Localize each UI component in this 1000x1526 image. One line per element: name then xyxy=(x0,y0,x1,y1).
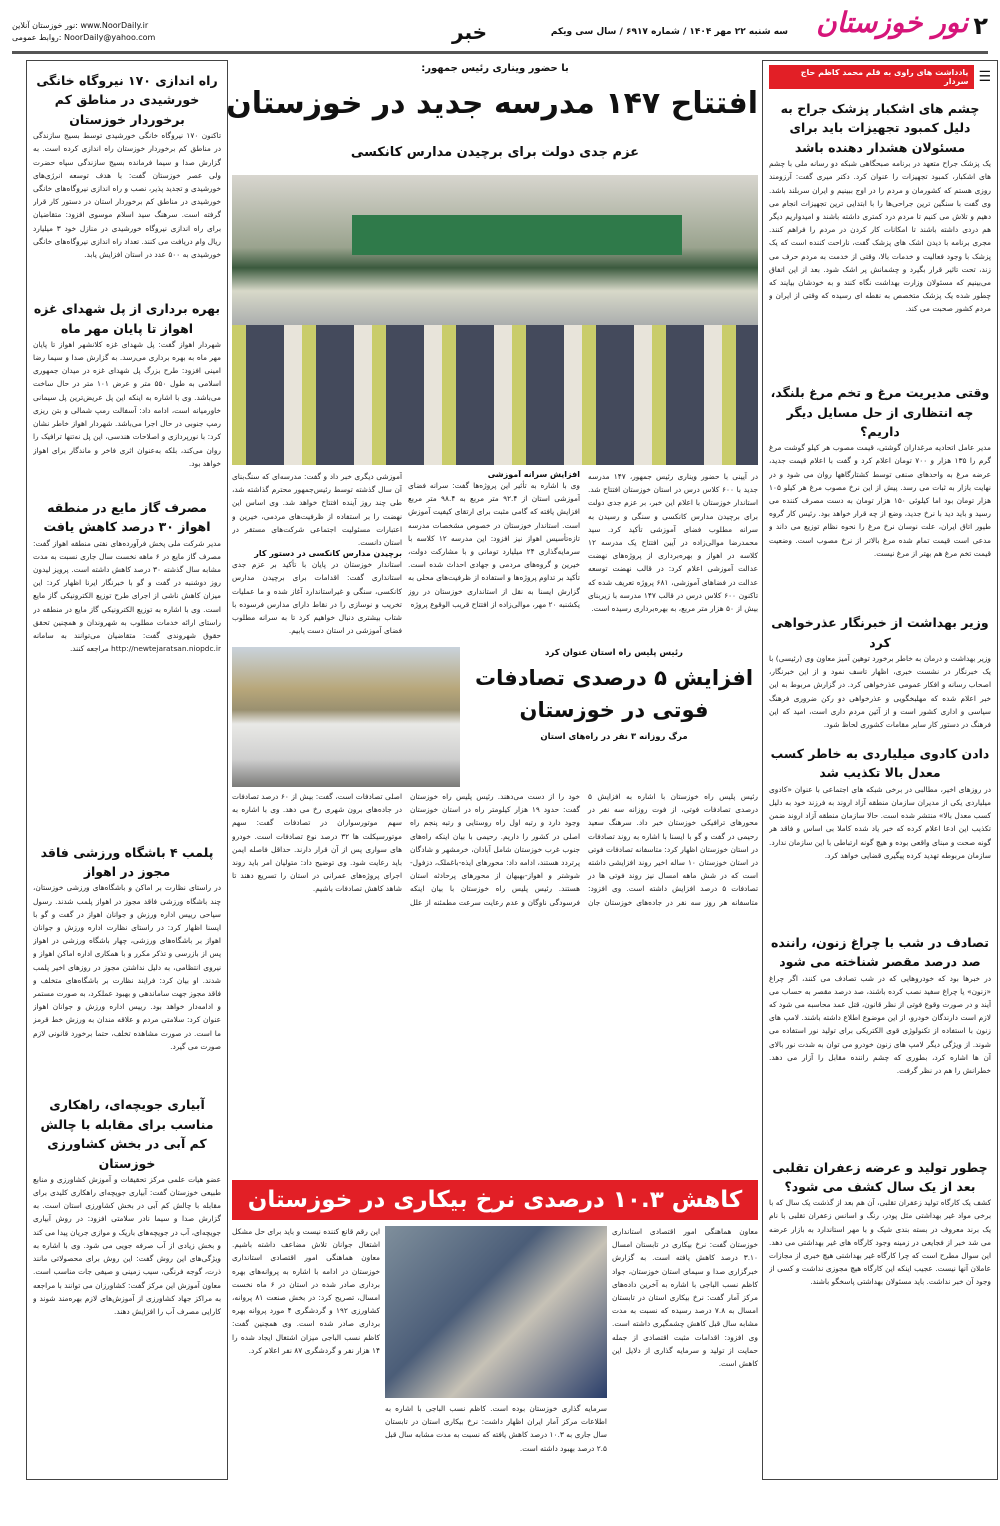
article-body: شهردار اهواز گفت: پل شهدای غزه کلانشهر اهواز تا پایان مهر ماه به بهره برداری می‌رسد. به گزارش صدا و سیما رضا امینی افزود: طرح بزرگ پل شهدای غزه در میدان جمهوری اسلامی به طول ۵۵۰ متر و عرض ۱۰۱ متر در حال ساخت می‌باشد. وی با اشاره به اینکه این پل عریض‌ترین پل سیمانی خاورمیانه است، ادامه داد: آسفالت رمپ شمالی و بتن ریزی رمپ جنوبی در حال اجرا می‌باشد. شهردار اهواز خاطر نشان کرد: با نورپردازی و اصلاحات هندسی، این پل نه‌تنها ترافیک را روان می‌کند، بلکه به‌عنوان اثری فاخر و ماندگار برای اهواز خواهد بود. xyxy=(33,339,221,468)
car-crash-photo xyxy=(232,647,460,787)
subheading: افزایش سرانه آموزشی xyxy=(487,470,580,479)
article-body: مدیر شرکت ملی پخش فرآورده‌های نفتی منطقه اهواز گفت: مصرف گاز مایع در ۶ ماهه نخست سال جاری نسبت به مدت مشابه سال گذشته ۳۰ درصد کاهش داشته است. پرویز لیدون روز دوشنبه در گفت و گو با خبرنگار ایرنا اظهار کرد: این میزان کاهش ناشی از اجرای طرح توزیع الکترونیکی گاز مایع است. وی با اشاره به توزیع الکترونیکی گاز مایع در منطقه در راستای ارائه خدمات مطلوب به شهروندان و همچنین تحقق حقوق شهروندی گفت: متقاضیان می‌توانند به سامانه http://newtejaratsan.niopdc.ir مراجعه کنند. xyxy=(33,538,221,654)
article-body: کشف یک کارگاه تولید زعفران تقلبی، آن هم بعد از گذشت یک سال که با برخی مواد غیر بهداشتی مثل پودر، رنگ و اسانس زعفران تقلبی با نام یک برند معروف در بسته بندی شیک و با مهر استاندارد به بازار عرضه می شد خبر از فجایعی در زمینه وجود کارگاه های غیر بهداشتی می دهد. این سوال مطرح است که چرا کارگاه غیر بهداشتی هیچ خبری از مجازات عاملان آنها نیست. عجیب اینکه این کارگاه هیچ مجوزی نداشت و کسی از وجود آن خبر نداشت. باید مسئولان بهداشتی پاسخگو باشند. xyxy=(769,1198,991,1287)
page-number: ۲ xyxy=(973,12,988,40)
article-body: عضو هیات علمی مرکز تحقیقات و آموزش کشاورزی و منابع طبیعی خوزستان گفت: آبیاری جویچه‌ای راهکاری کلیدی برای مقابله با چالش کم آبی در بخش کشاورزی استان است. به گزارش صدا و سیما نادر سلامتی افزود: در روش آبیاری جویچه‌ای، آب در جویچه‌های باریک و موازی جریان پیدا می کند و بخش زیادی از آب صرفه جویی می شود. وی با اشاره به ویژگی‌های این روش گفت: این روش برای محصولاتی مانند ذرت، گوجه فرنگی، سیب زمینی و صیفی جات مناسب است. معاون آموزش این مرکز گفت: کشاورزان می توانند با مراجعه به مراکز جهاد کشاورزی از آموزش‌های لازم بهره‌مند شوند و کارایی مصرف آب را افزایش دهند. xyxy=(33,1174,221,1316)
article-body: وزیر بهداشت و درمان به خاطر برخورد توهین آمیز معاون وی (رئیسی) با یک خبرنگار در نشست خبری، اظهار تاسف نمود و از این خبرنگار، اصحاب رسانه و افکار عمومی عذرخواهی کرد. در گزارش مربوط به این خبر اعلام شده که مهلبخگویی و عذرخواهی دو رکن ضروری فرهنگ سیاسی و اداری کشور است و از آئین مردم داری است، امید که این فرهنگ در دستور کار سایر مقامات کشوری لحاظ شود. xyxy=(769,654,991,730)
masthead xyxy=(12,6,988,54)
subheadline: عزم جدی دولت برای برچیدن مدارس کانکسی xyxy=(350,145,640,160)
kicker: رئیس پلیس راه استان عنوان کرد xyxy=(545,648,683,658)
headline: افزایش ۵ درصدی تصادفات فوتی در خوزستان xyxy=(474,666,754,722)
main-body-col1: در آیینی با حضور ویناری رئیس جمهور، ۱۴۷ مدرسه جدید با ۶۰۰ کلاس درس در استان خوزستان افتتاح شد. استاندار خوزستان با اعلام این خبر، بر عزم جدی دولت برای برچیدن مدارس کانکسی و سنگی و رسیدن به سرانه مطلوب فضای آموزشی تأکید کرد. سید محمدرضا موالی‌زاده در آیین افتتاح یک مدرسه ۱۲ کلاسه در اهواز و بهره‌برداری از پروژه‌های نهضت عدالت آموزشی اعلام کرد: در قالب نهضت توسعه عدالت در فضاهای آموزشی، ۶۸۱ پروژه تعریف شده که تاکنون ۶۰۰ کلاس درس در قالب ۱۴۷ مدرسه با زیربنای بیش از ۵۰ هزار متر مربع، به بهره‌برداری رسیده است. xyxy=(588,472,758,614)
article-title: آبیاری جویچه‌ای، راهکاری مناسب برای مقابله با چالش کم آبی در بخش کشاورزی خوزستان xyxy=(40,1097,214,1171)
body-text: آموزشی دیگری خبر داد و گفت: مدرسه‌ای که سنگ‌بنای آن سال گذشته توسط رئیس‌جمهور محترم گذاشته شد، طی چند روز آینده افتتاح خواهد شد. وی اساس این نهضت را بر استفاده از ظرفیت‌های مردمی، خیرین و اعتبارات مسئولیت اجتماعی شرکت‌های مستقر در استان دانست. xyxy=(232,472,402,548)
subheading: برچیدن مدارس کانکسی در دستور کار xyxy=(254,549,402,559)
body-text: استاندار خوزستان در پایان با تأکید بر عزم جدی استانداری گفت: اقدامات برای برچیدن مدارس کانکسی، سنگی و غیراستاندارد آغاز شده و ما عملیات تخریب و نوسازی را در نقاط دارای مدارس فرسوده با شتاب بیشتری دنبال خواهیم کرد تا به سرانه مطلوب فضای آموزشی در استان دست یابیم. xyxy=(232,560,402,636)
article-title: چطور تولید و عرضه زعفران تقلبی بعد از یک سال کشف می شود؟ xyxy=(772,1159,988,1194)
accident-body: رئیس پلیس راه خوزستان با اشاره به افزایش ۵ درصدی تصادفات فوتی، از فوت روزانه سه نفر در محورهای ترافیکی خوزستان خبر داد. سرهنگ سعید رحیمی در گفت و گو با ایسنا با اشاره به روند تصادفات در استان خوزستان اظهار کرد: متاسفانه تصادفات فوتی در استان خوزستان ۱۰ ساله اخیر روند افزایشی داشته است که در شش ماهه امسال نیز روند فوتی ها در تصادفات ۵ درصد افزایش داشته است. وی افزود: متاسفانه هر روز سه نفر در جاده‌های خوزستان جان خود را از دست می‌دهند. رئیس پلیس راه خوزستان گفت: حدود ۱۹ هزار کیلومتر راه در استان خوزستان وجود دارد و رتبه اول راه روستایی و رتبه پنجم راه اصلی در کشور را داریم. رحیمی با بیان اینکه راه‌های جنوب غرب خوزستان شامل آبادان، خرمشهر و شادگان پرتردد هستند، ادامه داد: محورهای ایذه-باغملک، دزفول-شوشتر و اهواز-بهبهان از محورهای پرحادثه استان هستند. رئیس پلیس راه خوزستان با بیان اینکه فرسودگی ناوگان و عدم رعایت سرعت مطمئنه از علل اصلی تصادفات است، گفت: بیش از ۶۰ درصد تصادفات در جاده‌های برون شهری رخ می دهد. وی با اشاره به سهم موتورسواران در تصادفات گفت: سهم موتورسیکلت ها ۳۲ درصد نوع تصادفات است. خودرو های سواری پس از آن قرار دارند. حداقل فاصله ایمن باید رعایت شود. وی توضیح داد: متولیان امر باید روند اجرای پروژه‌های عمرانی در استان را تسریع دهند تا شاهد کاهش تصادفات باشیم. xyxy=(232,792,758,907)
right-column xyxy=(762,60,998,1480)
accident-header xyxy=(470,648,758,742)
unemployment-col3: این رقم قانع کننده نیست و باید برای حل مشکل اشتغال جوانان تلاش مضاعف داشته باشیم. معاون هماهنگی امور اقتصادی استانداری خوزستان در ادامه با اشاره به پروانه‌های بهره برداری صادر شده در استان در ۶ ماه نخست امسال، تصریح کرد: در بخش صنعت ۸۱ پروانه، کشاورزی ۱۹۲ و گردشگری ۴ مورد پروانه بهره برداری صادر شده است. وی همچنین گفت: کاظم نسب الباجی میزان اشتغال ایجاد شده را ۱۴ هزار نفر و گردشگری ۸۷ نفر اعلام کرد. xyxy=(232,1227,380,1355)
article-body: مدیر عامل اتحادیه مرغداران گوشتی، قیمت مصوب هر کیلو گوشت مرغ گرم را ۱۳۵ هزار و ۷۰۰ تومان اعلام کرد و گفت با اعلام قیمت جدید، عرضه مرغ به واحدهای صنفی توسط کشتارگاهها روان می شود و در نهایت بازار به ثبات می رسد. پیش از این نرخ مصوب مرغ هر کیلو ۱۰۵ هزار تومان بود اما کیلوئی ۱۵۰ هزار تومان به دست مصرف کننده می رسید و باید دید با نرخ جدید، وضع از چه قرار خواهد بود. رئیس کار گروه طیور اتاق ایران، علت نوسان نرخ مرغ را نحوه نظام توزیع می داند و مدعی است قیمت تمام شده مرغ بالاتر از نرخ مصوب است. وضعیت قیمت تخم مرغ هم بهتر از مرغ نیست. xyxy=(769,443,991,558)
article-body: یک پزشک جراح متعهد در برنامه صبحگاهی شبکه دو رسانه ملی با چشم های اشکبار، کمبود تجهیزات را عنوان کرد. دکتر میری گفت: آرزومند روزی هستم که کشورمان و مردم را در اوج ببینیم و ایران سربلند باشد. وی گفت با سنگین ترین جراحی‌ها را با ابتدایی ترین تجهیزات انجام می دهیم و تلاش می کنیم تا مردم درد کمتری داشته باشند و امیدواریم دیگر هم دردی داشته باشند تا امکانات کار کردن در مردم را فراهم کنند. مجری برنامه با دیدن اشک های پزشک گفت، ناراحت کننده است که یک پزشک با وجود فعالیت و خدمات بالا، وقتی از خدمت به مردم حرف می زند، تحت تاثیر قرار بگیرد و چشمانش پر اشک شود. بعد از این اتفاق می‌بینیم که مسئولان وزارت بهداشت نگاه کنند و به خودشان بیایند که چطور شده یک پزشک متخصص به نقطه ای رسیده که وقتی از ایران و مردم کشور صحبت می کند. xyxy=(769,159,991,314)
left-column xyxy=(26,60,228,1480)
article-title: پلمب ۴ باشگاه ورزشی فاقد مجوز در اهواز xyxy=(40,844,214,879)
article-title: دادن کادوی میلیاردی به خاطر کسب معدل بالا تکذیب شد xyxy=(770,746,990,781)
banner-in-photo xyxy=(352,215,682,255)
author-label: یادداشت های راوی به قلم محمد کاظم حاج سردار xyxy=(769,65,974,89)
article-body: تاکنون ۱۷۰ نیروگاه خانگی خورشیدی توسط بسیج سازندگی در مناطق کم برخوردار خوزستان راه اندازی کرده است. به گزارش صدا و سیما فرمانده بسیج سازندگی سپاه حضرت ولی عصر خوزستان گفت: با هدف توسعه انرژی‌های خورشیدی و تجدید پذیر، نصب و راه اندازی نیروگاه‌های خانگی خورشیدی در مناطق کم برخوردار استان در دستور کار قرار گرفته است. سرهنگ سید اسلام موسوی افزود: متقاضیان برای راه اندازی نیروگاه خورشیدی در منازل خود ۳ میلیارد ریال وام دریافت می کنند. تعداد راه اندازی نیروگاه‌های خانگی خورشیدی به ۵۰۰ عدد در استان افزایش یابد. xyxy=(33,131,221,259)
article-body: در خبرها بود که خودروهایی که در شب تصادف می کنند، اگر چراغ «زنون» یا چراغ سفید نصب کرده باشند، صد درصد مقصر به حساب می آیند و در صورت وقوع فوتی از نظر قانون، قتل عمد محاسبه می شود که لازم است دارندگان خودرو، از این موضوع اطلاع داشته باشند. لامپ های زنون با استفاده از تکنولوژی قوی الکتریکی برای تولید نور استفاده می شوند. از ویژگی دیگر لامپ های زنون خودرو می توان به شدت نور بالای آن ها اشاره کرد، بطوری که چشم راننده مقابل را آزار می دهد. خطرانش را هم در نظر گرفت. xyxy=(769,973,991,1075)
factory-worker-photo xyxy=(385,1226,607,1398)
subheadline: مرگ روزانه ۳ نفر در راه‌های استان xyxy=(540,732,688,742)
unemployment-banner-headline: کاهش ۱۰.۳ درصدی نرخ بیکاری در خوزستان xyxy=(232,1180,758,1220)
unemployment-col2: سرمایه گذاری خوزستان بوده است. کاظم نسب الباجی با اشاره به اطلاعات مرکز آمار ایران اظهار داشت: نرخ بیکاری استان در تابستان سال جاری به ۱۰.۳ درصد کاهش یافته که نسبت به مدت مشابه سال قبل ۲.۵ درصد بهبود داشته است. xyxy=(385,1404,607,1453)
article-title: وزیر بهداشت از خبرنگار عذرخواهی کرد xyxy=(771,615,989,650)
article-title: وقتی مدیریت مرغ و تخم مرغ بلنگد، چه انتظاری از حل مسایل دیگر داریم؟ xyxy=(770,385,990,439)
body-text: وی با اشاره به تأثیر این پروژه‌ها گفت: سرانه فضای آموزشی استان از ۹۲.۴ متر مربع به ۹۸.۴ متر مربع افزایش یافته که گامی مثبت برای ارتقای کیفیت آموزش است. استاندار خوزستان در خصوص مشخصات مدرسه تازه‌تأسیس اهواز نیز افزود: این مدرسه ۱۲ کلاسه با سرمایه‌گذاری ۲۴ میلیارد تومانی و با مشارکت دولت، خیرین و گروه‌های مردمی و جهادی احداث شده است. تأکید بر تداوم پروژه‌ها و استفاده از ظرفیت‌های محلی به گزارش ایسنا به نقل از استانداری خوزستان در روز یکشنبه ۲۰ مهر، موالی‌زاده از افتتاح قریب الوقوع پروژه xyxy=(408,481,580,609)
unemployment-col1: معاون هماهنگی امور اقتصادی استانداری خوزستان گفت: نرخ بیکاری در تابستان امسال ۳.۱۰ درصد کاهش یافته است. به گزارش خبرگزاری صدا و سیمای استان خوزستان، جواد کاظم نسب الباجی با اشاره به آخرین داده‌های مرکز آمار گفت: نرخ بیکاری استان در تابستان امسال به ۷.۸ درصد رسیده که نسبت به مدت مشابه سال قبل کاهش چشمگیری داشته است. وی افزود: اقدامات مثبت اقتصادی از جمله حمایت از تولید و سرمایه گذاری از دلایل این کاهش است. xyxy=(612,1227,758,1369)
headline: افتتاح ۱۴۷ مدرسه جدید در خوزستان xyxy=(226,86,758,121)
article-title: تصادف در شب با چراغ زنون، راننده صد درصد مقصر شناخته می شود xyxy=(771,934,989,970)
contact-info: نور خوزستان آنلاین: www.NoorDaily.ir روابط عمومی: NoorDaily@yahoo.com xyxy=(12,21,156,42)
school-opening-photo xyxy=(232,175,758,465)
article-title: راه اندازی ۱۷۰ نیروگاه خانگی خورشیدی در مناطق کم برخوردار خوزستان xyxy=(36,73,218,127)
issue-date: سه شنبه ۲۲ مهر ۱۴۰۴ / شماره ۶۹۱۷ / سال سی ویکم xyxy=(550,27,788,37)
main-body-col3 xyxy=(232,470,402,640)
article-title: چشم های اشکبار پزشک جراح به دلیل کمبود تجهیزات باید برای مسئولان هشدار دهنده باشد xyxy=(780,101,980,155)
kicker: با حضور ویناری رئیس جمهور: xyxy=(421,63,569,74)
article-body: در راستای نظارت بر اماکن و باشگاه‌های ورزشی خوزستان، چند باشگاه ورزشی فاقد مجوز در اهواز پلمب شدند. رسول سیاحی رییس اداره ورزش و جوانان اهواز در گفت و گو با ایسنا اظهار کرد: در راستای نظارت اداره ورزش و جوانان اهواز بر باشگاه‌های ورزشی، چهار باشگاه ورزشی در اهواز پس از بازرسی و تذکر مکرر و با همکاری اداره اماکن اهواز و نیروی انتظامی، به دلیل نداشتن مجوز در روزهای اخیر پلمب شدند. او بیان کرد: فرایند نظارت بر باشگاه‌های متخلف و فاقد مجوز جهت ساماندهی و بهبود عملکرد، به صورت مستمر و ادامه‌دار خواهد بود. رییس اداره ورزش و جوانان اهواز عنوان کرد: سلامتی مردم و علاقه مندان به ورزش خط قرمز ما است. در صورت مشاهده تخلف، حتما برخورد قانونی لازم صورت می گیرد. xyxy=(33,883,221,1051)
article-title: مصرف گاز مایع در منطقه اهواز ۳۰ درصد کاهش یافت xyxy=(43,499,211,535)
article-body: در روزهای اخیر، مطالبی در برخی شبکه های اجتماعی با عنوان «کادوی میلیاردی یکی از مدیران سازمان منطقه آزاد اروند به فرزند خود به دلیل کسب معدل بالا» منتشر شده است. حالا سازمان منطقه آزاد اروند ضمن تکذیب این ادعا اعلام کرده که خبر یاد شده کاملا بی اساس و فاقد هر گونه صحت و مبنای واقعی بوده و هیچ گونه ارتباطی با این سازمان ندارد. سازمان مربوطه تهدید کرده پیگیری قضایی خواهد کرد. xyxy=(769,784,991,860)
logo: نور خوزستان xyxy=(816,6,968,39)
article-title: بهره برداری از پل شهدای غزه اهواز تا پایان مهر ماه xyxy=(33,301,221,336)
main-body-col2 xyxy=(408,470,580,640)
section-title: خبر xyxy=(452,20,488,44)
column-label xyxy=(769,65,991,89)
menu-lines-icon: ☰ xyxy=(978,69,991,85)
people-in-photo xyxy=(232,325,758,465)
